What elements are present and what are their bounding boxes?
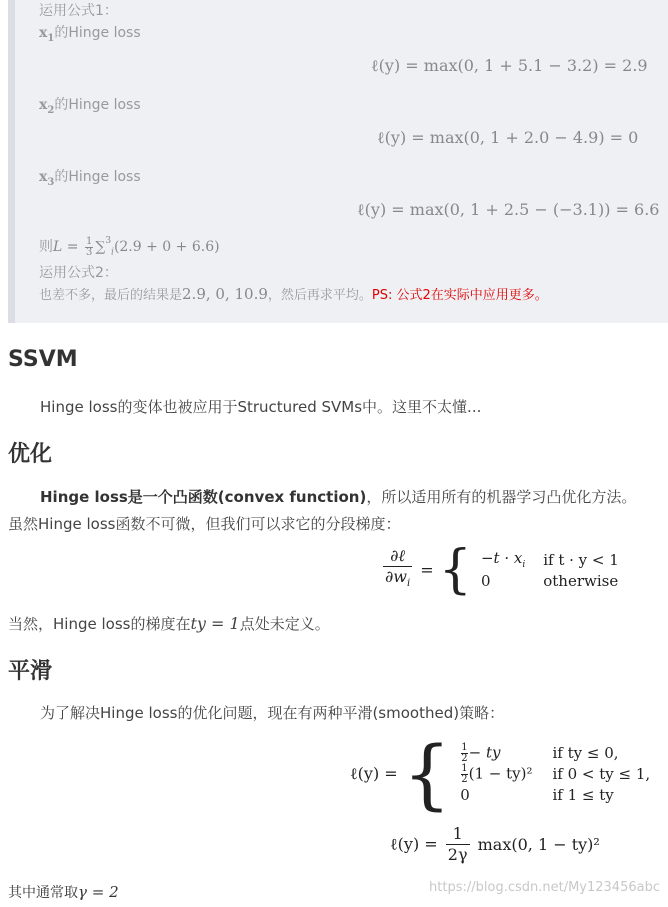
x2-hinge-label: $x_2$的Hinge loss	[39, 97, 141, 116]
ssvm-text: Hinge loss的变体也被应用于Structured SVMs中。这里不太懂...	[40, 398, 482, 416]
equation-x3: ℓ(y) = max(0, 1 + 2.5 − (−3.1)) = 6.6	[357, 200, 660, 219]
equation-x2: ℓ(y) = max(0, 1 + 2.0 − 4.9) = 0	[377, 128, 639, 147]
watermark: https://blog.csdn.net/My123456abc	[429, 880, 660, 895]
equation-x1: ℓ(y) = max(0, 1 + 5.1 − 3.2) = 2.9	[371, 56, 648, 75]
result-line: 也差不多，最后的结果是2.9, 0, 10.9，然后再求平均。PS: 公式2在实际中应用更多。	[39, 285, 548, 303]
gradient-equation: ∂ℓ $\partial w_i$ = { $-t \cdot x_i$ if t · y < 1 0 otherwise	[385, 540, 619, 600]
smoothed-loss-equation: ℓ(y) = { $\frac{1}{2}$ − ty if ty ≤ 0, $\frac{1}{2}$ (1 − ty)² if 0 < ty ≤ 1, 0 if 1 ≤ ty	[350, 729, 651, 818]
footer-text: 其中通常取γ = 2	[8, 883, 119, 901]
formula2-label: 运用公式2：	[39, 265, 118, 281]
smooth-text: 为了解决Hinge loss的优化问题，现在有两种平滑(smoothed)策略：	[40, 704, 505, 722]
quote-block	[8, 0, 668, 323]
x3-hinge-label: $x_3$的Hinge loss	[39, 169, 141, 188]
total-loss-line: 则L = $\frac{1}{3}$ ∑$^3$i(2.9 + 0 + 6.6)	[39, 235, 220, 258]
optimize-heading: 优化	[8, 442, 53, 467]
smoothed-loss-equation-2: ℓ(y) = $\frac{1}{2\gamma}$ max(0, 1 − ty)²	[390, 824, 600, 864]
optimize-para1: Hinge loss是一个凸函数(convex function)，所以适用所有的机器学习凸优化方法。	[40, 488, 637, 506]
ssvm-heading: SSVM	[8, 347, 78, 372]
formula1-label: 运用公式1：	[39, 3, 118, 19]
smooth-heading: 平滑	[8, 659, 53, 684]
ps-note: PS: 公式2在实际中应用更多。	[371, 288, 548, 303]
optimize-para2: 虽然Hinge loss函数不可微，但我们可以求它的分段梯度：	[8, 515, 401, 533]
x1-hinge-label: $x_1$的Hinge loss	[39, 25, 141, 44]
optimize-para3: 当然，Hinge loss的梯度在ty = 1点处未定义。	[8, 614, 330, 633]
